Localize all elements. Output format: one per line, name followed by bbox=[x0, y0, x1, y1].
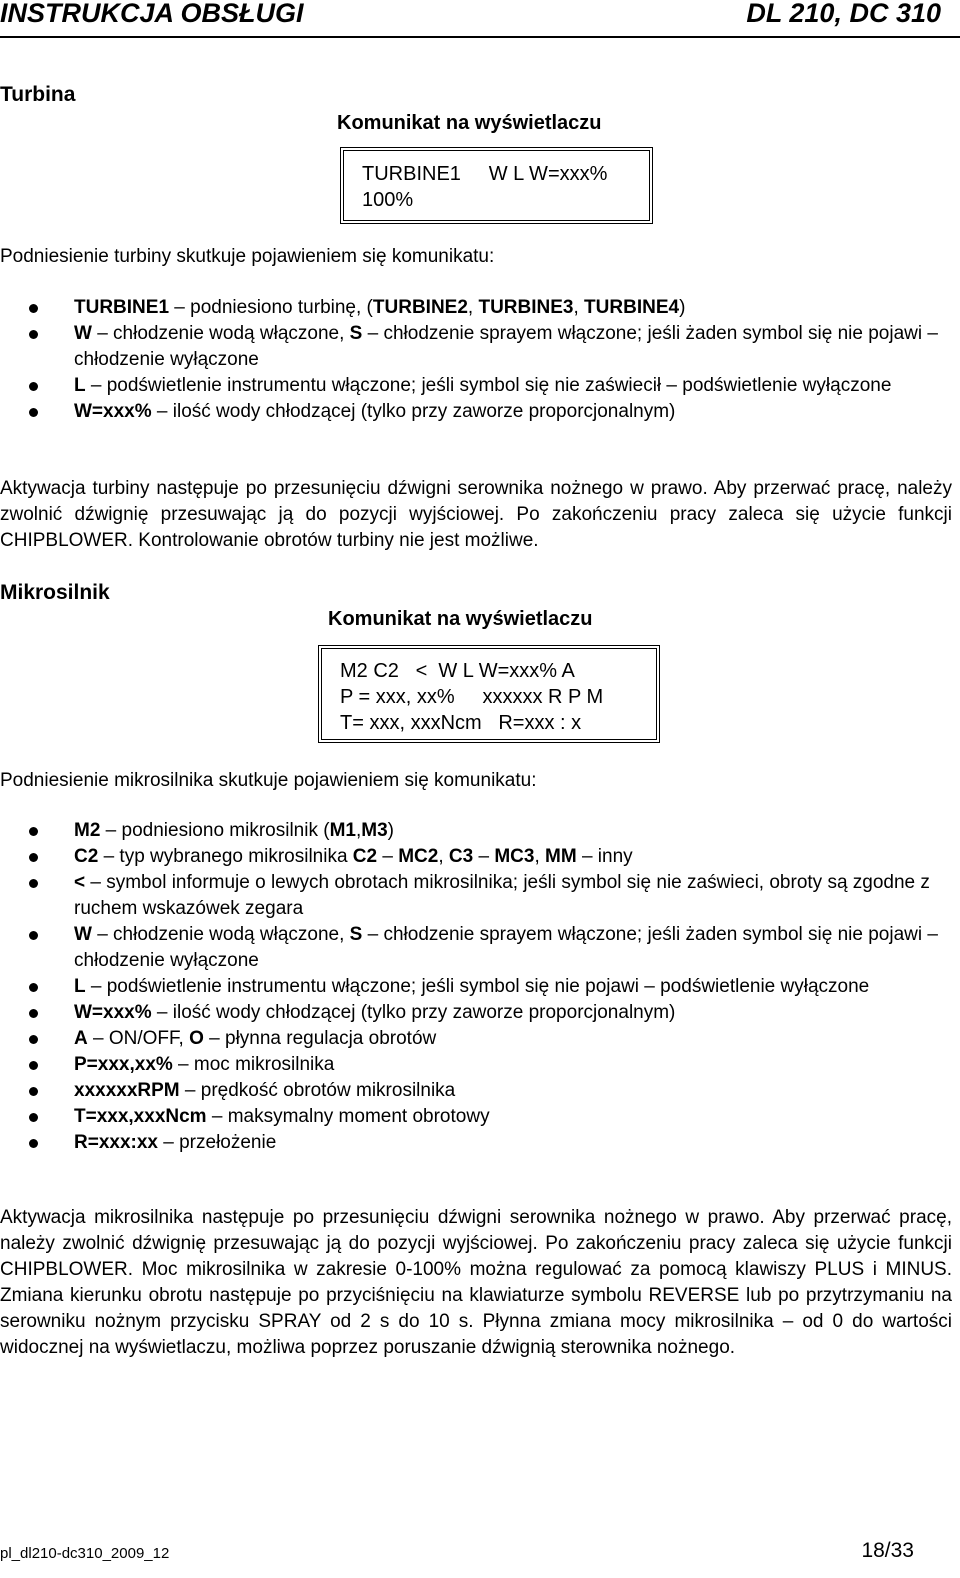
list-item bbox=[0, 295, 940, 321]
list-item-text: , bbox=[355, 820, 362, 841]
list-item-text: , bbox=[467, 297, 479, 318]
list-item bbox=[0, 818, 940, 844]
turbine-intro: Podniesienie turbiny skutkuje pojawieniem się komunikatu: bbox=[0, 246, 495, 267]
list-item-term: C3 bbox=[448, 846, 474, 867]
list-item-term: O bbox=[189, 1028, 204, 1049]
bullet-icon bbox=[29, 382, 38, 391]
list-item-term: A bbox=[74, 1028, 88, 1049]
footer-page-number: 18/33 bbox=[861, 1539, 914, 1562]
bullet-icon bbox=[29, 408, 38, 417]
list-item-text: – inny bbox=[576, 846, 633, 867]
bullet-icon bbox=[29, 931, 38, 940]
list-item-text: – podświetlenie instrumentu włączone; jeśli symbol się nie pojawi – podświetlenie wyłączone bbox=[85, 976, 870, 997]
micromotor-display-box bbox=[318, 645, 660, 743]
list-item-text: – bbox=[377, 846, 399, 867]
list-item-text: – prędkość obrotów mikrosilnika bbox=[179, 1080, 456, 1101]
list-item-term: TURBINE4 bbox=[584, 297, 680, 318]
bullet-icon bbox=[29, 853, 38, 862]
list-item-text: – przełożenie bbox=[157, 1132, 277, 1153]
bullet-icon bbox=[29, 330, 38, 339]
list-item-text: , bbox=[438, 846, 449, 867]
footer-doc-id: pl_dl210-dc310_2009_12 bbox=[0, 1545, 170, 1562]
header-model: DL 210, DC 310 bbox=[746, 0, 941, 28]
list-item-term: TURBINE3 bbox=[478, 297, 574, 318]
micromotor-list bbox=[0, 818, 940, 1156]
list-item-text: – ilość wody chłodzącej (tylko przy zaworze proporcjonalnym) bbox=[151, 1002, 676, 1023]
list-item-text: – chłodzenie sprayem włączone; jeśli żaden symbol się nie pojawi – chłodzenie wyłączone bbox=[74, 924, 938, 971]
list-item-term: MC2 bbox=[398, 846, 439, 867]
micromotor-paragraph: Aktywacja mikrosilnika następuje po przesunięciu dźwigni serownika nożnego w prawo. Aby przerwać pracę, należy zwolnić dźwignię przesuwając ją do pozycji wyjściowej. Po zakończeniu pracy zaleca się użycie funkcji CHIPBLOWER. Moc mikrosilnika w zakresie 0-100% można regulować za pomocą klawiszy PLUS i MINUS. Zmiana kierunku obrotu następuje po przyciśnięciu na klawiaturze symbolu REVERSE lub po przytrzymaniu na serowniku nożnym przycisku SPRAY od 2 s do 10 s. Płynna zmiana mocy mikrosilnika – od 0 do wartości widocznej na wyświetlaczu, możliwa poprzez poruszanie dźwignią sterownika nożnego. bbox=[0, 1207, 952, 1358]
list-item-term: W=xxx% bbox=[74, 1002, 152, 1023]
bullet-icon bbox=[29, 1113, 38, 1122]
list-item-term: xxxxxxRPM bbox=[74, 1080, 180, 1101]
list-item-term: TURBINE1 bbox=[74, 297, 170, 318]
header-title: INSTRUKCJA OBSŁUGI bbox=[0, 0, 304, 28]
list-item-text: ) bbox=[387, 820, 394, 841]
micromotor-title: Mikrosilnik bbox=[0, 581, 110, 604]
list-item-text: – ilość wody chłodzącej (tylko przy zaworze proporcjonalnym) bbox=[151, 401, 676, 422]
list-item-term: W=xxx% bbox=[74, 401, 152, 422]
micromotor-display-line-3: T= xxx, xxxNcm R=xxx : x bbox=[340, 712, 582, 734]
bullet-icon bbox=[29, 1087, 38, 1096]
list-item-term: T=xxx,xxxNcm bbox=[74, 1106, 207, 1127]
bullet-icon bbox=[29, 1139, 38, 1148]
list-item-text: , bbox=[573, 297, 585, 318]
list-item-text: – płynna regulacja obrotów bbox=[203, 1028, 437, 1049]
list-item-term: L bbox=[74, 976, 86, 997]
bullet-icon bbox=[29, 827, 38, 836]
list-item-text: – typ wybranego mikrosilnika bbox=[98, 846, 353, 867]
micromotor-display-caption: Komunikat na wyświetlaczu bbox=[328, 608, 593, 630]
turbine-list bbox=[0, 295, 940, 425]
list-item-term: C2 bbox=[74, 846, 99, 867]
list-item-term: TURBINE2 bbox=[372, 297, 468, 318]
bullet-icon bbox=[29, 1009, 38, 1018]
list-item bbox=[0, 1104, 940, 1130]
list-item-term: MC3 bbox=[494, 846, 535, 867]
list-item-text: , bbox=[534, 846, 546, 867]
list-item-term: M2 bbox=[74, 820, 101, 841]
list-item-term: M3 bbox=[361, 820, 388, 841]
micromotor-intro: Podniesienie mikrosilnika skutkuje pojawieniem się komunikatu: bbox=[0, 770, 537, 791]
list-item-text: – chłodzenie sprayem włączone; jeśli żaden symbol się nie pojawi – chłodzenie wyłączone bbox=[74, 323, 938, 370]
bullet-icon bbox=[29, 304, 38, 313]
list-item-term: C2 bbox=[352, 846, 378, 867]
list-item bbox=[0, 1078, 940, 1104]
list-item-term: MM bbox=[545, 846, 577, 867]
list-item bbox=[0, 373, 940, 399]
list-item-term: S bbox=[349, 924, 363, 945]
list-item-text: – podświetlenie instrumentu włączone; jeśli symbol się nie zaświecił – podświetlenie wyłączone bbox=[85, 375, 892, 396]
list-item-term: L bbox=[74, 375, 86, 396]
list-item-text: – bbox=[473, 846, 495, 867]
turbine-paragraph: Aktywacja turbiny następuje po przesunięciu dźwigni serownika nożnego w prawo. Aby przerwać pracę, należy zwolnić dźwignię przesuwając ją do pozycji wyjściowej. Po zakończeniu pracy zaleca się użycie funkcji CHIPBLOWER. Kontrolowanie obrotów turbiny nie jest możliwe. bbox=[0, 478, 952, 551]
bullet-icon bbox=[29, 1035, 38, 1044]
list-item-text: – chłodzenie wodą włączone, bbox=[91, 323, 350, 344]
list-item bbox=[0, 399, 940, 425]
list-item-text: – ON/OFF, bbox=[87, 1028, 190, 1049]
list-item-term: W bbox=[74, 323, 92, 344]
list-item bbox=[0, 1000, 940, 1026]
list-item bbox=[0, 1130, 940, 1156]
list-item bbox=[0, 870, 940, 922]
bullet-icon bbox=[29, 879, 38, 888]
list-item bbox=[0, 922, 940, 974]
list-item-text: – moc mikrosilnika bbox=[172, 1054, 335, 1075]
turbine-display-line-1: TURBINE1 W L W=xxx% bbox=[362, 163, 608, 185]
list-item bbox=[0, 1026, 940, 1052]
list-item bbox=[0, 321, 940, 373]
turbine-display-caption: Komunikat na wyświetlaczu bbox=[337, 112, 602, 134]
list-item-term: S bbox=[349, 323, 363, 344]
micromotor-display-line-2: P = xxx, xx% xxxxxx R P M bbox=[340, 686, 604, 708]
header-divider bbox=[0, 36, 960, 38]
list-item-text: – symbol informuje o lewych obrotach mikrosilnika; jeśli symbol się nie zaświeci, obroty są zgodne z ruchem wskazówek zegara bbox=[74, 872, 930, 919]
list-item-text: – maksymalny moment obrotowy bbox=[206, 1106, 490, 1127]
list-item-text: – podniesiono turbinę, ( bbox=[169, 297, 373, 318]
turbine-display-line-2: 100% bbox=[362, 189, 414, 211]
list-item bbox=[0, 1052, 940, 1078]
list-item-term: W bbox=[74, 924, 92, 945]
bullet-icon bbox=[29, 1061, 38, 1070]
list-item-term: M1 bbox=[329, 820, 356, 841]
turbine-display-box bbox=[340, 147, 653, 224]
list-item-text: – chłodzenie wodą włączone, bbox=[91, 924, 350, 945]
list-item bbox=[0, 844, 940, 870]
bullet-icon bbox=[29, 983, 38, 992]
turbine-title: Turbina bbox=[0, 83, 76, 106]
micromotor-display-line-1: M2 C2 < W L W=xxx% A bbox=[340, 660, 575, 682]
list-item-term: R=xxx:xx bbox=[74, 1132, 158, 1153]
list-item-text: – podniesiono mikrosilnik ( bbox=[100, 820, 330, 841]
list-item bbox=[0, 974, 940, 1000]
list-item-text: ) bbox=[679, 297, 686, 318]
list-item-term: P=xxx,xx% bbox=[74, 1054, 173, 1075]
list-item-term: < bbox=[74, 872, 86, 893]
